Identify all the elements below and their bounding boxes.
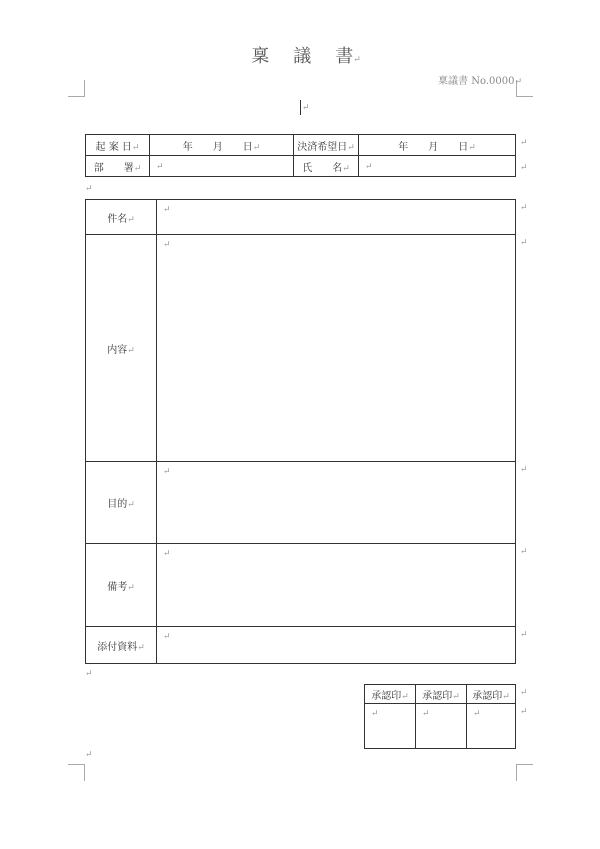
kessai-date-field[interactable]: 年 月 日↵ — [359, 135, 516, 156]
shimei-field[interactable]: ↵ — [359, 156, 516, 177]
paragraph-mark: ↵ — [85, 750, 93, 760]
row-end-mark: ↵ — [520, 465, 528, 475]
bikou-field[interactable]: ↵ — [157, 544, 516, 627]
paragraph-mark: ↵ — [85, 184, 93, 194]
tenpu-field[interactable]: ↵ — [157, 627, 516, 664]
document-number: 稟議書 No.0000↵ — [438, 76, 522, 87]
title-char: 書 — [335, 46, 354, 67]
row-end-mark: ↵ — [520, 238, 528, 248]
row-end-mark: ↵ — [520, 203, 528, 213]
row-end-mark: ↵ — [520, 707, 528, 717]
tenpu-label: 添付資料↵ — [86, 627, 157, 664]
approval-stamp-box[interactable]: ↵ — [467, 704, 516, 749]
approval-label: 承認印↵ — [416, 685, 467, 704]
header-info-table — [85, 134, 516, 177]
approval-stamp-box[interactable]: ↵ — [416, 704, 467, 749]
text-cursor[interactable] — [300, 100, 301, 115]
row-end-mark: ↵ — [520, 630, 528, 640]
kessai-date-label: 決済希望日↵ — [294, 135, 359, 156]
main-content-table — [85, 199, 516, 664]
approval-label: 承認印↵ — [365, 685, 416, 704]
document-title — [0, 42, 600, 68]
kenmei-label: 件名↵ — [86, 200, 157, 235]
bikou-label: 備考↵ — [86, 544, 157, 627]
approval-label: 承認印↵ — [467, 685, 516, 704]
crop-mark-bottom-left — [68, 764, 85, 781]
approval-stamp-box[interactable]: ↵ — [365, 704, 416, 749]
shimei-label: 氏 名↵ — [294, 156, 359, 177]
title-char: 稟 — [251, 46, 270, 67]
paragraph-mark: ↵ — [353, 55, 361, 65]
mokuteki-label: 目的↵ — [86, 462, 157, 544]
naiyou-field[interactable]: ↵ — [157, 235, 516, 462]
busho-field[interactable]: ↵ — [150, 156, 294, 177]
crop-mark-top-left — [68, 80, 85, 97]
naiyou-label: 内容↵ — [86, 235, 157, 462]
approval-stamp-table — [364, 684, 516, 749]
paragraph-mark: ↵ — [514, 77, 522, 87]
title-char: 議 — [293, 46, 312, 67]
kian-date-label: 起 案 日↵ — [86, 135, 150, 156]
kian-date-field[interactable]: 年 月 日↵ — [150, 135, 294, 156]
mokuteki-field[interactable]: ↵ — [157, 462, 516, 544]
crop-mark-bottom-right — [516, 764, 533, 781]
row-end-mark: ↵ — [520, 138, 528, 148]
busho-label: 部 署↵ — [86, 156, 150, 177]
row-end-mark: ↵ — [520, 163, 528, 173]
paragraph-mark: ↵ — [85, 669, 93, 679]
kenmei-field[interactable]: ↵ — [157, 200, 516, 235]
row-end-mark: ↵ — [520, 547, 528, 557]
paragraph-mark: ↵ — [302, 103, 310, 113]
row-end-mark: ↵ — [520, 688, 528, 698]
